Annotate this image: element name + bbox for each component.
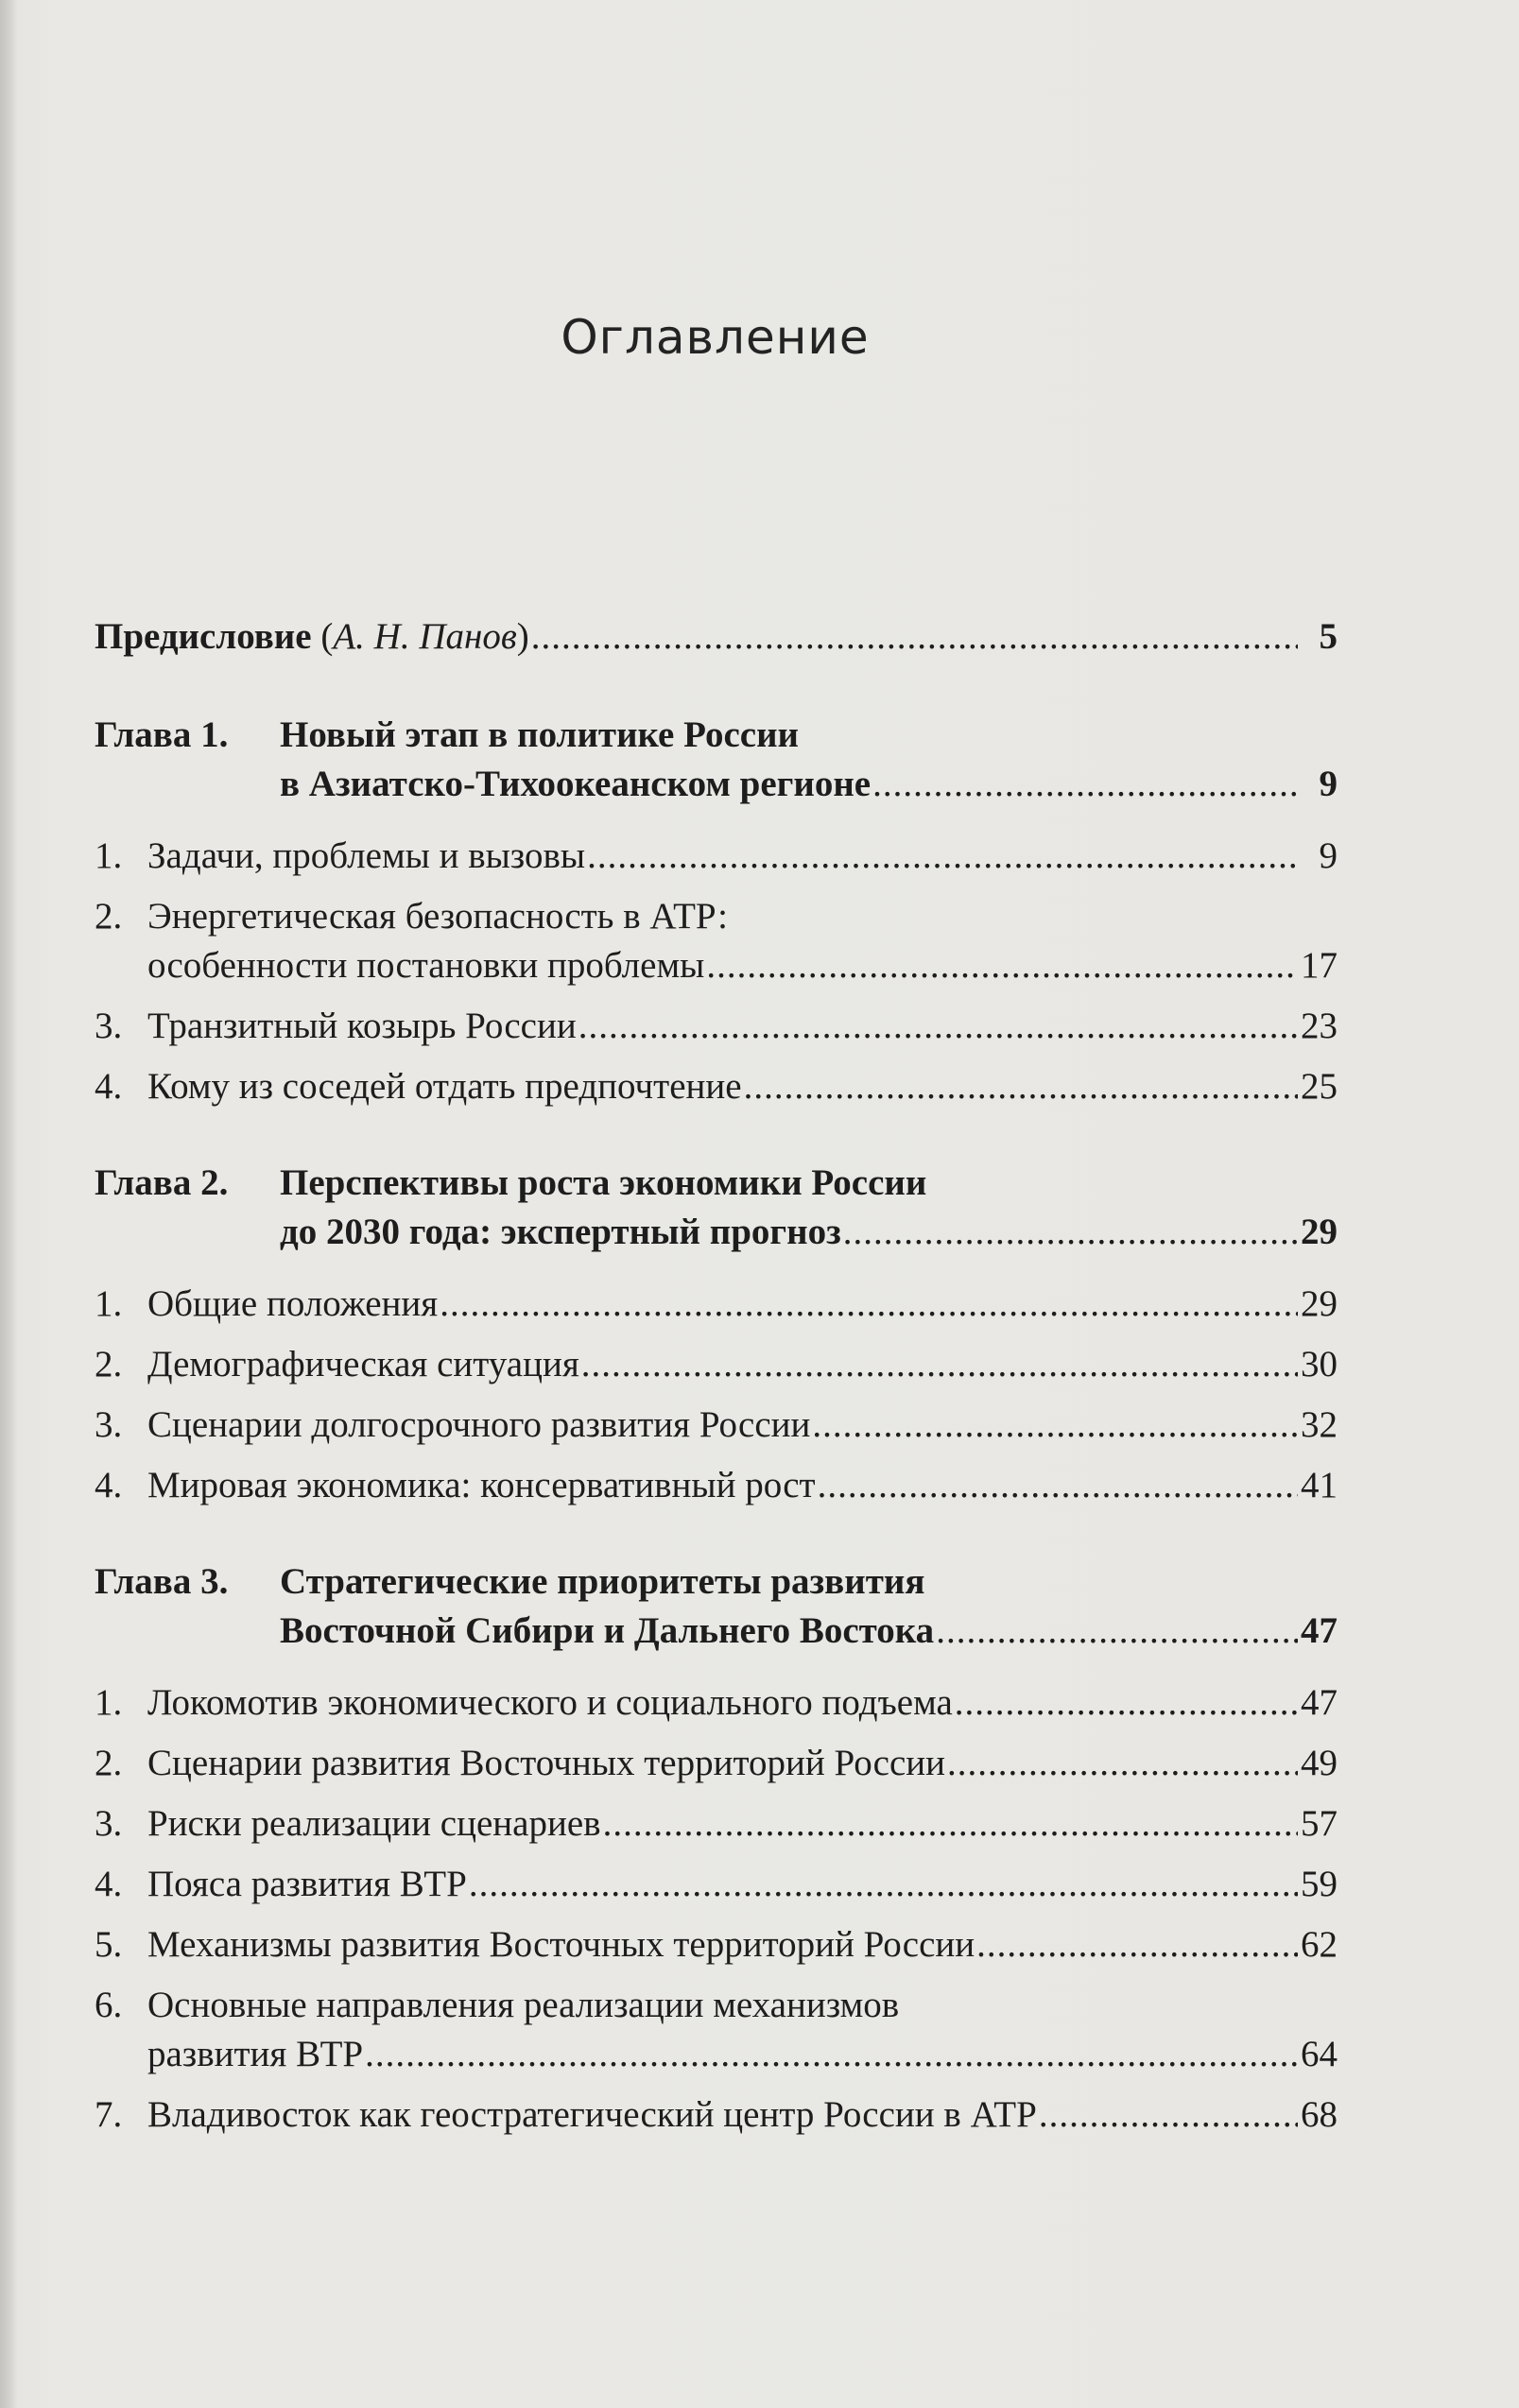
section-title: Кому из соседей отдать предпочтение bbox=[147, 1066, 742, 1107]
section-number: 3. bbox=[95, 1803, 123, 1844]
dot-leader bbox=[843, 1208, 1298, 1257]
dot-leader bbox=[440, 1280, 1298, 1329]
section-number: 4. bbox=[95, 1465, 123, 1505]
toc-entry-2-2[interactable] bbox=[95, 1340, 1338, 1389]
chapter-2-page: 29 bbox=[1301, 1212, 1338, 1252]
section-title: Владивосток как геостратегический центр России в АТР bbox=[147, 2094, 1037, 2135]
dot-leader bbox=[531, 612, 1298, 662]
toc-entry-chapter-1[interactable] bbox=[95, 711, 1338, 809]
dot-leader bbox=[955, 1678, 1298, 1728]
dot-leader bbox=[812, 1401, 1298, 1450]
section-title: Риски реализации сценариев bbox=[147, 1803, 601, 1844]
dot-leader bbox=[872, 760, 1298, 809]
toc-entry-3-7[interactable] bbox=[95, 2090, 1338, 2140]
dot-leader bbox=[365, 2030, 1298, 2079]
dot-leader bbox=[603, 1799, 1298, 1849]
toc-entry-1-2[interactable] bbox=[95, 892, 1338, 990]
chapter-2-label: Глава 2. bbox=[95, 1162, 229, 1203]
section-number: 1. bbox=[95, 1283, 123, 1324]
chapter-1-label: Глава 1. bbox=[95, 714, 229, 755]
section-page: 62 bbox=[1301, 1924, 1338, 1965]
preface-author-close: ) bbox=[516, 616, 529, 657]
section-page: 29 bbox=[1301, 1283, 1338, 1324]
chapter-1-page: 9 bbox=[1319, 764, 1338, 804]
toc-entry-2-3[interactable] bbox=[95, 1401, 1338, 1450]
toc-entry-3-2[interactable] bbox=[95, 1739, 1338, 1788]
toc-entry-3-4[interactable] bbox=[95, 1860, 1338, 1909]
section-title: Задачи, проблемы и вызовы bbox=[147, 835, 586, 876]
section-title: Механизмы развития Восточных территорий России bbox=[147, 1924, 975, 1965]
section-page: 32 bbox=[1301, 1404, 1338, 1445]
toc-entry-3-3[interactable] bbox=[95, 1799, 1338, 1849]
dot-leader bbox=[744, 1062, 1298, 1111]
toc-entry-3-5[interactable] bbox=[95, 1920, 1338, 1969]
preface-author-open: ( bbox=[311, 616, 334, 657]
toc-entry-2-4[interactable] bbox=[95, 1461, 1338, 1510]
section-page: 30 bbox=[1301, 1344, 1338, 1385]
toc-entry-3-1[interactable] bbox=[95, 1678, 1338, 1728]
section-number: 5. bbox=[95, 1924, 123, 1965]
dot-leader bbox=[587, 832, 1298, 881]
chapter-3-label: Глава 3. bbox=[95, 1561, 229, 1602]
preface-author: А. Н. Панов bbox=[333, 616, 517, 657]
chapter-1-title-line1: Новый этап в политике России bbox=[280, 714, 800, 755]
section-number: 6. bbox=[95, 1985, 123, 2025]
toc-entry-chapter-2[interactable] bbox=[95, 1159, 1338, 1257]
section-number: 3. bbox=[95, 1404, 123, 1445]
section-page: 9 bbox=[1319, 835, 1338, 876]
section-page: 49 bbox=[1301, 1743, 1338, 1783]
section-page: 57 bbox=[1301, 1803, 1338, 1844]
preface-label: Предисловие bbox=[95, 616, 312, 657]
section-title: Основные направления реализации механизмов bbox=[147, 1985, 900, 2025]
section-number: 7. bbox=[95, 2094, 123, 2135]
section-title: Демографическая ситуация bbox=[147, 1344, 579, 1385]
dot-leader bbox=[976, 1920, 1298, 1969]
section-title: Транзитный козырь России bbox=[147, 1006, 577, 1046]
preface-page: 5 bbox=[1319, 616, 1338, 657]
toc-entry-1-1[interactable] bbox=[95, 832, 1338, 881]
section-title: Локомотив экономического и социального подъема bbox=[147, 1682, 953, 1723]
dot-leader bbox=[1039, 2090, 1298, 2140]
section-page: 17 bbox=[1301, 945, 1338, 986]
dot-leader bbox=[578, 1002, 1298, 1051]
chapter-2-title-line2: до 2030 года: экспертный прогноз bbox=[280, 1212, 841, 1252]
section-page: 25 bbox=[1301, 1066, 1338, 1107]
section-number: 2. bbox=[95, 1344, 123, 1385]
section-title: Мировая экономика: консервативный рост bbox=[147, 1465, 816, 1505]
dot-leader bbox=[947, 1739, 1298, 1788]
dot-leader bbox=[581, 1340, 1298, 1389]
section-title: Энергетическая безопасность в АТР: bbox=[147, 896, 728, 937]
section-number: 1. bbox=[95, 835, 123, 876]
section-number: 3. bbox=[95, 1006, 123, 1046]
chapter-3-title-line1: Стратегические приоритеты развития bbox=[280, 1561, 925, 1602]
section-page: 64 bbox=[1301, 2034, 1338, 2074]
dot-leader bbox=[818, 1461, 1298, 1510]
section-title: Пояса развития ВТР bbox=[147, 1864, 467, 1904]
section-page: 59 bbox=[1301, 1864, 1338, 1904]
section-title-line2: особенности постановки проблемы bbox=[147, 945, 705, 986]
section-number: 1. bbox=[95, 1682, 123, 1723]
section-number: 2. bbox=[95, 896, 123, 937]
toc-title: Оглавление bbox=[561, 310, 870, 365]
section-number: 2. bbox=[95, 1743, 123, 1783]
toc-entry-preface[interactable] bbox=[95, 612, 1338, 662]
section-title: Общие положения bbox=[147, 1283, 439, 1324]
section-title: Сценарии развития Восточных территорий России bbox=[147, 1743, 946, 1783]
toc-entry-1-3[interactable] bbox=[95, 1002, 1338, 1051]
section-page: 47 bbox=[1301, 1682, 1338, 1723]
section-number: 4. bbox=[95, 1864, 123, 1904]
toc-entry-3-6[interactable] bbox=[95, 1981, 1338, 2079]
section-page: 68 bbox=[1301, 2094, 1338, 2135]
dot-leader bbox=[706, 941, 1298, 990]
section-page: 41 bbox=[1301, 1465, 1338, 1505]
chapter-3-page: 47 bbox=[1301, 1610, 1338, 1651]
chapter-2-title-line1: Перспективы роста экономики России bbox=[280, 1162, 927, 1203]
dot-leader bbox=[936, 1607, 1298, 1656]
toc-entry-2-1[interactable] bbox=[95, 1280, 1338, 1329]
toc-entry-chapter-3[interactable] bbox=[95, 1557, 1338, 1656]
dot-leader bbox=[469, 1860, 1298, 1909]
section-page: 23 bbox=[1301, 1006, 1338, 1046]
section-title: Сценарии долгосрочного развития России bbox=[147, 1404, 811, 1445]
section-title-line2: развития ВТР bbox=[147, 2034, 364, 2074]
section-number: 4. bbox=[95, 1066, 123, 1107]
toc-entry-1-4[interactable] bbox=[95, 1062, 1338, 1111]
chapter-1-title-line2: в Азиатско-Тихоокеанском регионе bbox=[280, 764, 872, 804]
chapter-3-title-line2: Восточной Сибири и Дальнего Востока bbox=[280, 1610, 935, 1651]
